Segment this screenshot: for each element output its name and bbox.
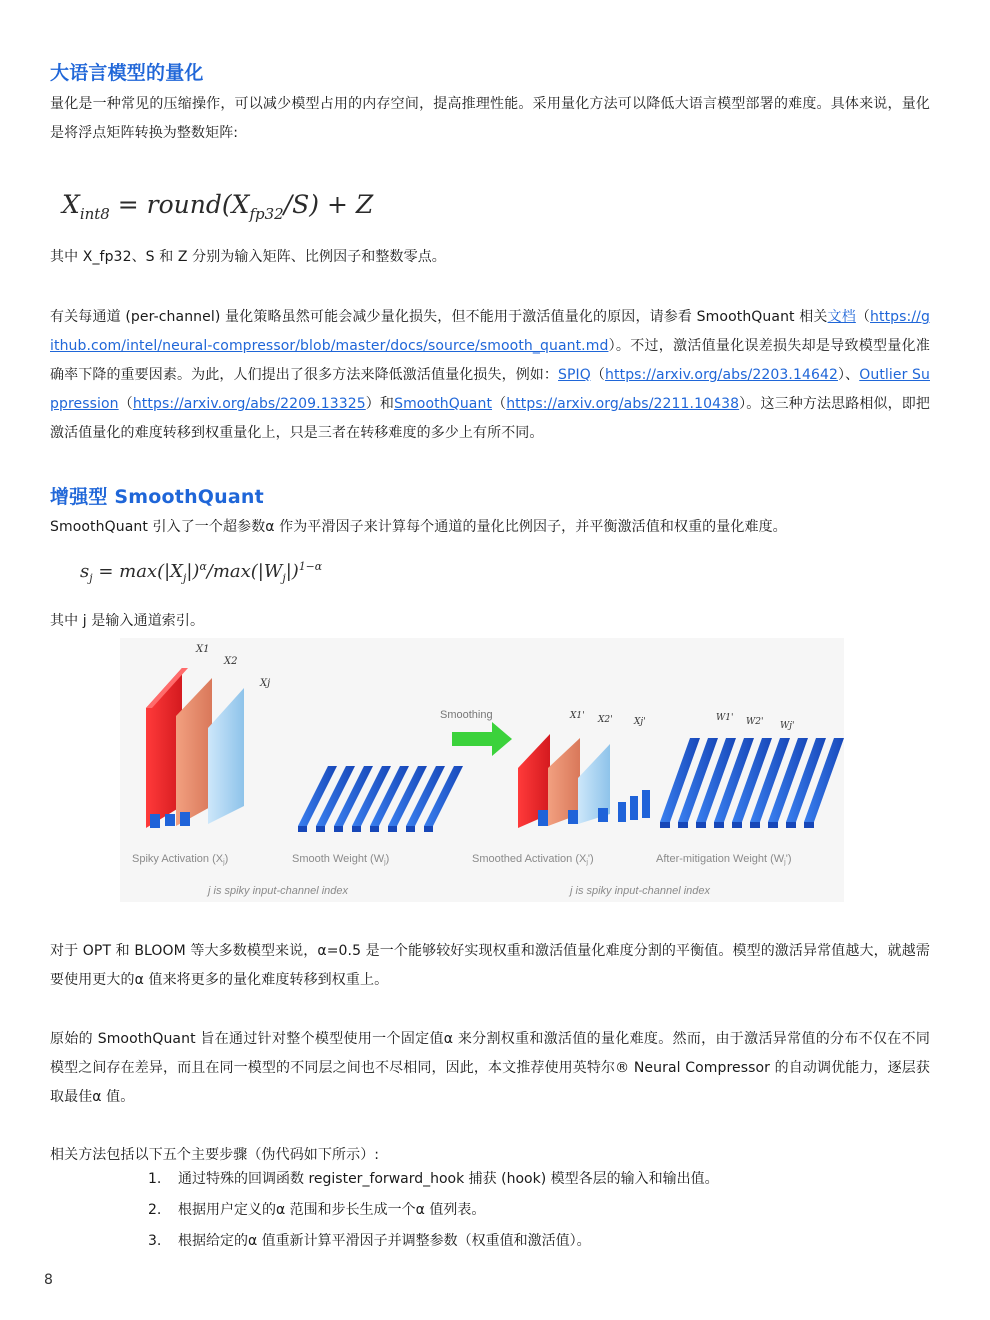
page-number: 8 [44, 1272, 53, 1288]
spiky-activation-caption: Spiky Activation (Xj) [132, 853, 229, 866]
auto-tuning-paragraph: 原始的 SmoothQuant 旨在通过针对整个模型使用一个固定值α 来分割权重和激活值的量化难度。然而，由于激活异常值的分布不仅在不同模型之间存在差异，而且在同一模型的不同层之间也不尽相同，因此，本文推荐使用英特尔® Neural Compressor 的自动调优能力，逐层获取最佳α 值。 [50, 1031, 930, 1105]
wj-prime-label: Wj' [780, 721, 795, 731]
x2-label: X2 [224, 656, 238, 667]
weight-bar-base [768, 822, 778, 828]
x1-prime-label: X1' [570, 711, 585, 721]
smoothing-arrow [440, 709, 512, 756]
spiq-url-link[interactable]: https://arxiv.org/abs/2203.14642 [605, 367, 838, 383]
list-item: 3. 根据给定的α 值重新计算平滑因子并调整参数（权重值和激活值）。 [148, 1233, 591, 1249]
smoothing-diagram [120, 638, 844, 902]
weight-bar-base [316, 826, 325, 832]
weight-bar-base [660, 822, 670, 828]
weight-bar-base [732, 822, 742, 828]
after-mitigation-weight-bars [660, 738, 844, 828]
steps-list [148, 1164, 719, 1257]
doc-url-link[interactable]: https://github.com/intel/neural-compressor/blob/master/docs/source/smooth_quant.md [50, 309, 930, 354]
weight-bar-base [406, 826, 415, 832]
smoothed-activation-bars [518, 734, 650, 828]
smoothquant-figure [120, 638, 844, 902]
spiq-link[interactable]: SPIQ [558, 367, 591, 383]
outlier-suppression-link[interactable]: Outlier Suppression [50, 367, 930, 412]
weight-bar-base [370, 826, 379, 832]
smoothing-label: Smoothing [440, 709, 493, 721]
steps-intro: 相关方法包括以下五个主要步骤（伪代码如下所示）: [50, 1147, 380, 1163]
weight-bar-base [714, 822, 724, 828]
list-item: 1. 通过特殊的回调函数 register_forward_hook 捕获 (hook) 模型各层的输入和输出值。 [148, 1171, 719, 1187]
quantization-formula: $X_{int8}$ = $round(X_{fp32}/S) + Z$ [62, 190, 374, 223]
smoothquant-url-link[interactable]: https://arxiv.org/abs/2211.10438 [506, 396, 740, 412]
weight-bar-base [334, 826, 343, 832]
channel-index-note: 其中 j 是输入通道索引。 [50, 613, 205, 629]
smoothed-activation-caption: Smoothed Activation (Xj') [472, 853, 594, 866]
smooth-weight-bars [298, 766, 463, 832]
w2-prime-label: W2' [746, 717, 764, 727]
weight-bar-base [424, 826, 433, 832]
smoothquant-link[interactable]: SmoothQuant [394, 396, 493, 412]
index-note-left: j is spiky input-channel index [208, 885, 349, 897]
list-item: 2. 根据用户定义的α 范围和步长生成一个α 值列表。 [148, 1202, 486, 1218]
section-heading-quantization: 大语言模型的量化 [50, 62, 204, 84]
spiky-activation-bars [146, 668, 244, 828]
xj-prime-label: Xj' [634, 717, 646, 727]
per-channel-paragraph: 有关每通道 (per-channel) 量化策略虽然可能会减少量化损失，但不能用于激活值量化的原因，请参看 SmoothQuant 相关文档（https://github.com/intel/neural-compressor/blob/master/docs/source/smooth_quant.md）。不过，激活值量化误差损失却是导致模型量化准确率下降的重要因素。为此，人们提出了很多方法来降低激活值量化损失，例如：SPIQ（https://arxiv.org/abs/2203.14642）、Outlier Suppression（https://arxiv.org/abs/2209.13325）和SmoothQuant（https://arxiv.org/abs/2211.10438）。这三种方法思路相似，即把激活值量化的难度转移到权重量化上，只是三者在转移难度的多少上有所不同。 [50, 309, 930, 441]
doc-link[interactable]: 文档 [827, 309, 856, 325]
w1-prime-label: W1' [716, 713, 734, 723]
index-note-right: j is spiky input-channel index [570, 885, 711, 897]
smooth-weight-caption: Smooth Weight (Wj) [292, 853, 390, 866]
smoothquant-intro: SmoothQuant 引入了一个超参数α 作为平滑因子来计算每个通道的量化比例因子，并平衡激活值和权重的量化难度。 [50, 519, 787, 535]
outlier-url-link[interactable]: https://arxiv.org/abs/2209.13325 [132, 396, 366, 412]
formula-explanation: 其中 X_fp32、S 和 Z 分别为输入矩阵、比例因子和整数零点。 [50, 249, 446, 265]
weight-bar-base [388, 826, 397, 832]
weight-bar-base [750, 822, 760, 828]
alpha-balance-paragraph: 对于 OPT 和 BLOOM 等大多数模型来说，α=0.5 是一个能够较好实现权重和激活值量化难度分割的平衡值。模型的激活异常值越大，就越需要使用更大的α 值来将更多的量化难度转移到权重上。 [50, 943, 930, 988]
weight-bar-base [696, 822, 706, 828]
weight-bar-base [352, 826, 361, 832]
weight-bar-base [786, 822, 796, 828]
intro-paragraph: 量化是一种常见的压缩操作，可以减少模型占用的内存空间，提高推理性能。采用量化方法可以降低大语言模型部署的难度。具体来说，量化是将浮点矩阵转换为整数矩阵: [50, 96, 930, 141]
xj-label: Xj [260, 678, 271, 689]
smoothing-factor-formula: $s_j = \max(|X_j|)^\alpha/\max(|W_j|)^{1-\alpha}$ [80, 560, 323, 585]
after-mitigation-caption: After-mitigation Weight (Wj') [656, 853, 792, 866]
x2-prime-label: X2' [598, 715, 613, 725]
weight-bar-base [678, 822, 688, 828]
weight-bar-base [298, 826, 307, 832]
x1-label: X1 [196, 644, 210, 655]
weight-bar-base [804, 822, 814, 828]
section-heading-smoothquant: 增强型 SmoothQuant [50, 486, 264, 508]
